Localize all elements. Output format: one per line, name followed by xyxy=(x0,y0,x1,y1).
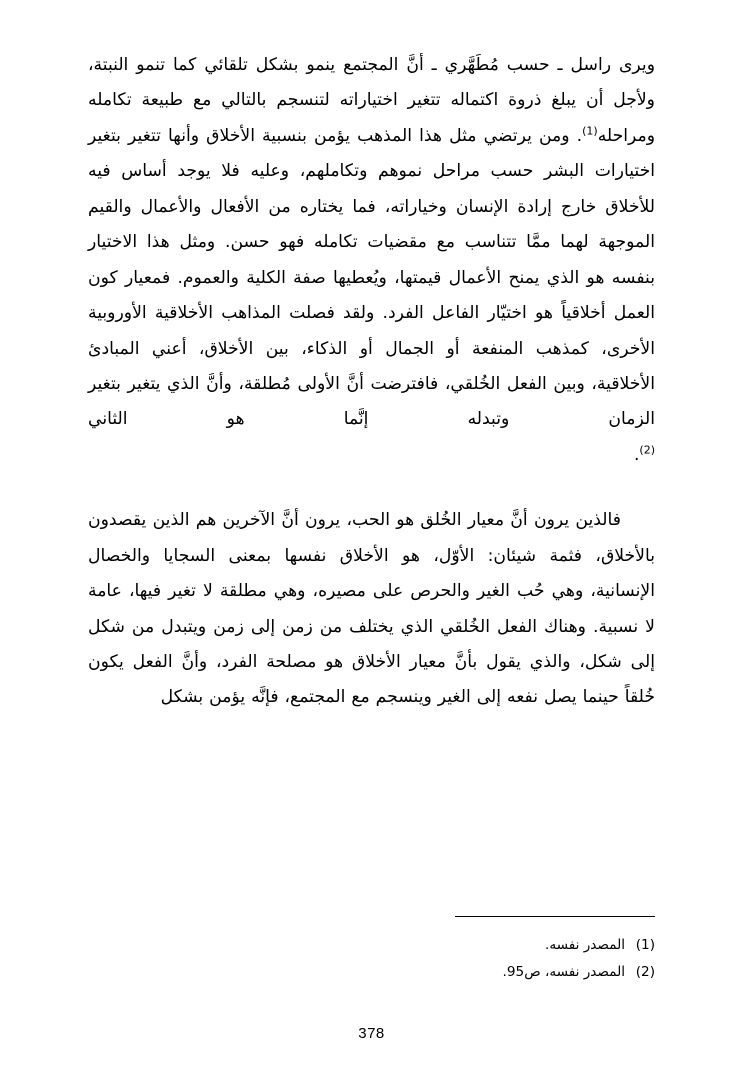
footnote-ref-1[interactable]: (1) xyxy=(582,124,598,138)
footnote-text: المصدر نفسه، ص95. xyxy=(502,963,625,980)
paragraph-1-text-continued: . ومن يرتضي مثل هذا المذهب يؤمن بنسبية الأخلاق وأنها تتغير بتغير اختيارات البشر حسب مراحل نموهم وتكاملهم، وعليه فلا يوجد أساس فيه للأخلاق خارج إرادة الإنسان وخياراته، فما يختاره من الأفعال والأعمال والقيم الموجهة لهما ممَّا تتناسب مع مقضيات تكامله فهو حسن. ومثل هذا الاختيار بنفسه هو الذي يمنح الأعمال قيمتها، ويُعطيها صفة الكلية والعموم. فمعيار كون العمل أخلاقياً هو اختيّار الفاعل الفرد. ولقد فصلت المذاهب الأخلاقية الأوروبية الأخرى، كمذهب المنفعة أو الجمال أو الذكاء، بين الأخلاق، أعني المبادئ الأخلاقية، وبين الفعل الخُلقي، فافترضت أنَّ الأولى مُطلقة، وأنَّ الذي يتغير بتغير الزمان وتبدله إنَّما هو الثاني xyxy=(88,125,655,430)
footnote-number: (2) xyxy=(635,963,655,980)
footnote-text: المصدر نفسه. xyxy=(545,937,625,953)
paragraph-1-tail xyxy=(88,438,655,473)
footnote-number: (1) xyxy=(635,937,655,953)
footnote-item xyxy=(235,959,655,986)
paragraph-1-text: ويرى راسل ـ حسب مُطَهَّري ـ أنَّ المجتمع ينمو بشكل تلقائي كما تنمو النبتة، ولأجل أن يبلغ ذروة اكتماله تتغير اختياراته لتنسجم بالتالي مع طبيعة تكامله ومراحله xyxy=(88,55,655,146)
paragraph-1-tail-text: . xyxy=(633,444,640,465)
page-body xyxy=(88,48,655,716)
page-number: 378 xyxy=(358,1025,385,1042)
paragraph-2: فالذين يرون أنَّ معيار الخُلق هو الحب، يرون أنَّ الآخرين هم الذين يقصدون بالأخلاق، فثمة شيئان: الأوّل، هو الأخلاق نفسها بمعنى السجايا والخصال الإنسانية، وهي حُب الغير والحرص على مصيره، وهي مطلقة لا تغير فيها، عامة لا نسبية. وهناك الفعل الخُلقي الذي يختلف من زمن إلى زمن ويتبدل من شكل إلى شكل، والذي يقول بأنَّ معيار الأخلاق هو مصلحة الفرد، وأنَّ الفعل يكون خُلقاً حينما يصل نفعه إلى الغير وينسجم مع المجتمع، فإنَّه يؤمن بشكل xyxy=(88,510,655,708)
paragraph-spacer xyxy=(88,473,655,503)
footnote-ref-2[interactable]: (2) xyxy=(639,443,655,457)
footnote-item xyxy=(235,932,655,959)
paragraph-1 xyxy=(88,48,655,438)
footnotes-section xyxy=(235,932,655,985)
footnote-separator xyxy=(455,916,655,917)
